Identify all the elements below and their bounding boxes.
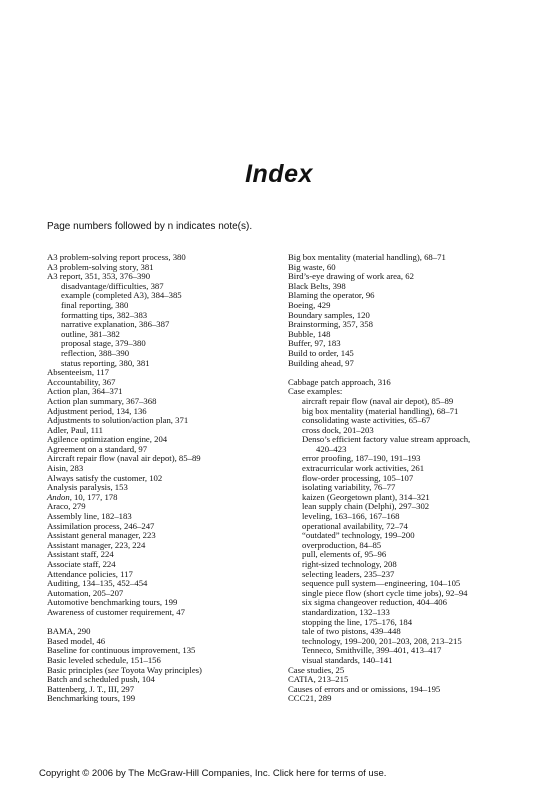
index-entry: BAMA, 290 <box>47 626 91 637</box>
index-subentry: selecting leaders, 235–237 <box>302 568 395 579</box>
index-subentry: pull, elements of, 95–96 <box>302 549 387 560</box>
index-entry: Agilence optimization engine, 204 <box>47 434 168 445</box>
index-subentry: 420–423 <box>316 443 347 454</box>
index-entry: Boeing, 429 <box>288 299 331 310</box>
index-subentry: narrative explanation, 386–387 <box>61 319 170 330</box>
index-subentry: six sigma changeover reduction, 404–406 <box>302 597 447 608</box>
index-subentry: overproduction, 84–85 <box>302 539 382 550</box>
index-subentry: tale of two pistons, 439–448 <box>302 626 401 637</box>
index-entry: Basic leveled schedule, 151–156 <box>47 654 161 665</box>
index-entry: Assistant general manager, 223 <box>47 530 156 541</box>
index-entry: Building ahead, 97 <box>288 357 354 368</box>
index-note: Page numbers followed by n indicates note(s). <box>47 221 253 232</box>
index-subentry: technology, 199–200, 201–203, 208, 213–215 <box>302 635 462 646</box>
index-entry: A3 problem-solving story, 381 <box>47 261 154 272</box>
index-subentry: standardization, 132–133 <box>302 606 390 617</box>
index-column-right <box>288 253 528 704</box>
index-entry: Bubble, 148 <box>288 328 331 339</box>
index-entry: Black Belts, 398 <box>288 280 346 291</box>
index-subentry: stopping the line, 175–176, 184 <box>302 616 413 627</box>
index-entry: Automation, 205–207 <box>47 587 124 598</box>
index-subentry: extracurricular work activities, 261 <box>302 463 425 474</box>
index-entry: Boundary samples, 120 <box>288 309 370 320</box>
index-subentry: isolating variability, 76–77 <box>302 482 396 493</box>
index-entry: CATIA, 213–215 <box>288 674 349 685</box>
index-subentry: “outdated” technology, 199–200 <box>302 530 415 541</box>
index-entry: Attendance policies, 117 <box>47 568 133 579</box>
copyright-text: Copyright © 2006 by The McGraw-Hill Companies, Inc. <box>39 768 271 779</box>
page-title: Index <box>245 160 313 188</box>
index-subentry: error proofing, 187–190, 191–193 <box>302 453 421 464</box>
index-subentry: final reporting, 380 <box>61 299 129 310</box>
index-subentry: proposal stage, 379–380 <box>61 338 146 349</box>
index-entry: Absenteeism, 117 <box>47 367 109 378</box>
index-subentry: Tenneco, Smithville, 399–401, 413–417 <box>302 645 442 656</box>
index-entry: Adjustment period, 134, 136 <box>47 405 147 416</box>
index-subentry: kaizen (Georgetown plant), 314–321 <box>302 491 430 502</box>
index-entry: Awareness of customer requirement, 47 <box>47 606 185 617</box>
terms-of-use-link[interactable]: Click here for terms of use. <box>272 768 387 779</box>
index-entry: Case examples: <box>288 386 343 397</box>
index-entry: Assimilation process, 246–247 <box>47 520 155 531</box>
index-subentry: Denso’s efficient factory value stream approach, <box>302 434 471 445</box>
index-entry: Benchmarking tours, 199 <box>47 693 136 704</box>
index-entry: A3 problem-solving report process, 380 <box>47 252 186 262</box>
index-entry: CCC21, 289 <box>288 693 332 704</box>
index-subentry: lean supply chain (Delphi), 297–302 <box>302 501 430 512</box>
index-entry: Baseline for continuous improvement, 135 <box>47 645 196 656</box>
index-subentry: flow-order processing, 105–107 <box>302 472 414 483</box>
index-entry: Basic principles (see Toyota Way principles) <box>47 664 202 675</box>
index-subentry: visual standards, 140–141 <box>302 654 393 665</box>
index-entry: Brainstorming, 357, 358 <box>288 319 373 330</box>
index-subentry: leveling, 163–166, 167–168 <box>302 511 400 522</box>
index-entry: Bird’s-eye drawing of work area, 62 <box>288 271 414 282</box>
index-entry: Battenberg, J. T., III, 297 <box>47 683 135 694</box>
footer <box>39 768 386 779</box>
index-entry: Assistant staff, 224 <box>47 549 114 560</box>
index-entry: Big waste, 60 <box>288 261 336 272</box>
index-subentry: sequence pull system—engineering, 104–105 <box>302 578 461 589</box>
index-subentry: example (completed A3), 384–385 <box>61 290 182 301</box>
index-entry: Accountability, 367 <box>47 376 116 387</box>
index-subentry: cross dock, 201–203 <box>302 424 374 435</box>
index-subentry: reflection, 388–390 <box>61 347 130 358</box>
index-subentry: operational availability, 72–74 <box>302 520 408 531</box>
index-entry: Adler, Paul, 111 <box>47 424 103 435</box>
index-entry: Based model, 46 <box>47 635 106 646</box>
index-subentry: formatting tips, 382–383 <box>61 309 148 320</box>
index-entry: Batch and scheduled push, 104 <box>47 674 155 685</box>
index-entry: A3 report, 351, 353, 376–390 <box>47 271 151 282</box>
index-subentry: right-sized technology, 208 <box>302 559 397 569</box>
index-subentry: outline, 381–382 <box>61 328 120 339</box>
index-subentry: single piece flow (short cycle time jobs), 92–94 <box>302 587 468 598</box>
index-entry: Adjustments to solution/action plan, 371 <box>47 415 189 426</box>
index-subentry: status reporting, 380, 381 <box>61 357 150 368</box>
index-entry: Assembly line, 182–183 <box>47 511 132 522</box>
index-entry: Big box mentality (material handling), 68–71 <box>288 252 446 262</box>
index-entry: Associate staff, 224 <box>47 559 116 569</box>
index-subentry: aircraft repair flow (naval air depot), 85–89 <box>302 395 454 406</box>
index-entry: Analysis paralysis, 153 <box>47 482 128 493</box>
index-entry: Always satisfy the customer, 102 <box>47 472 163 483</box>
index-entry: Build to order, 145 <box>288 347 354 358</box>
index-entry: Aircraft repair flow (naval air depot), 85–89 <box>47 453 201 464</box>
index-subentry: big box mentality (material handling), 68–71 <box>302 405 459 416</box>
index-entry: Action plan summary, 367–368 <box>47 395 157 406</box>
index-entry: Araco, 279 <box>47 501 86 512</box>
index-entry: Automotive benchmarking tours, 199 <box>47 597 178 608</box>
index-entry: Buffer, 97, 183 <box>288 338 341 349</box>
index-entry: Action plan, 364–371 <box>47 386 123 397</box>
index-subentry: consolidating waste activities, 65–67 <box>302 415 431 426</box>
index-entry: Andon, 10, 177, 178 <box>47 491 118 502</box>
index-entry: Blaming the operator, 96 <box>288 290 375 301</box>
index-entry: Assistant manager, 223, 224 <box>47 539 146 550</box>
index-entry: Causes of errors and or omissions, 194–195 <box>288 683 441 694</box>
index-subentry: disadvantage/difficulties, 387 <box>61 280 164 291</box>
index-entry: Auditing, 134–135, 452–454 <box>47 578 148 589</box>
index-entry: Agreement on a standard, 97 <box>47 443 148 454</box>
index-column-left <box>47 253 282 704</box>
index-entry: Cabbage patch approach, 316 <box>288 376 391 387</box>
index-entry: Case studies, 25 <box>288 664 345 675</box>
index-entry: Aisin, 283 <box>47 463 84 474</box>
